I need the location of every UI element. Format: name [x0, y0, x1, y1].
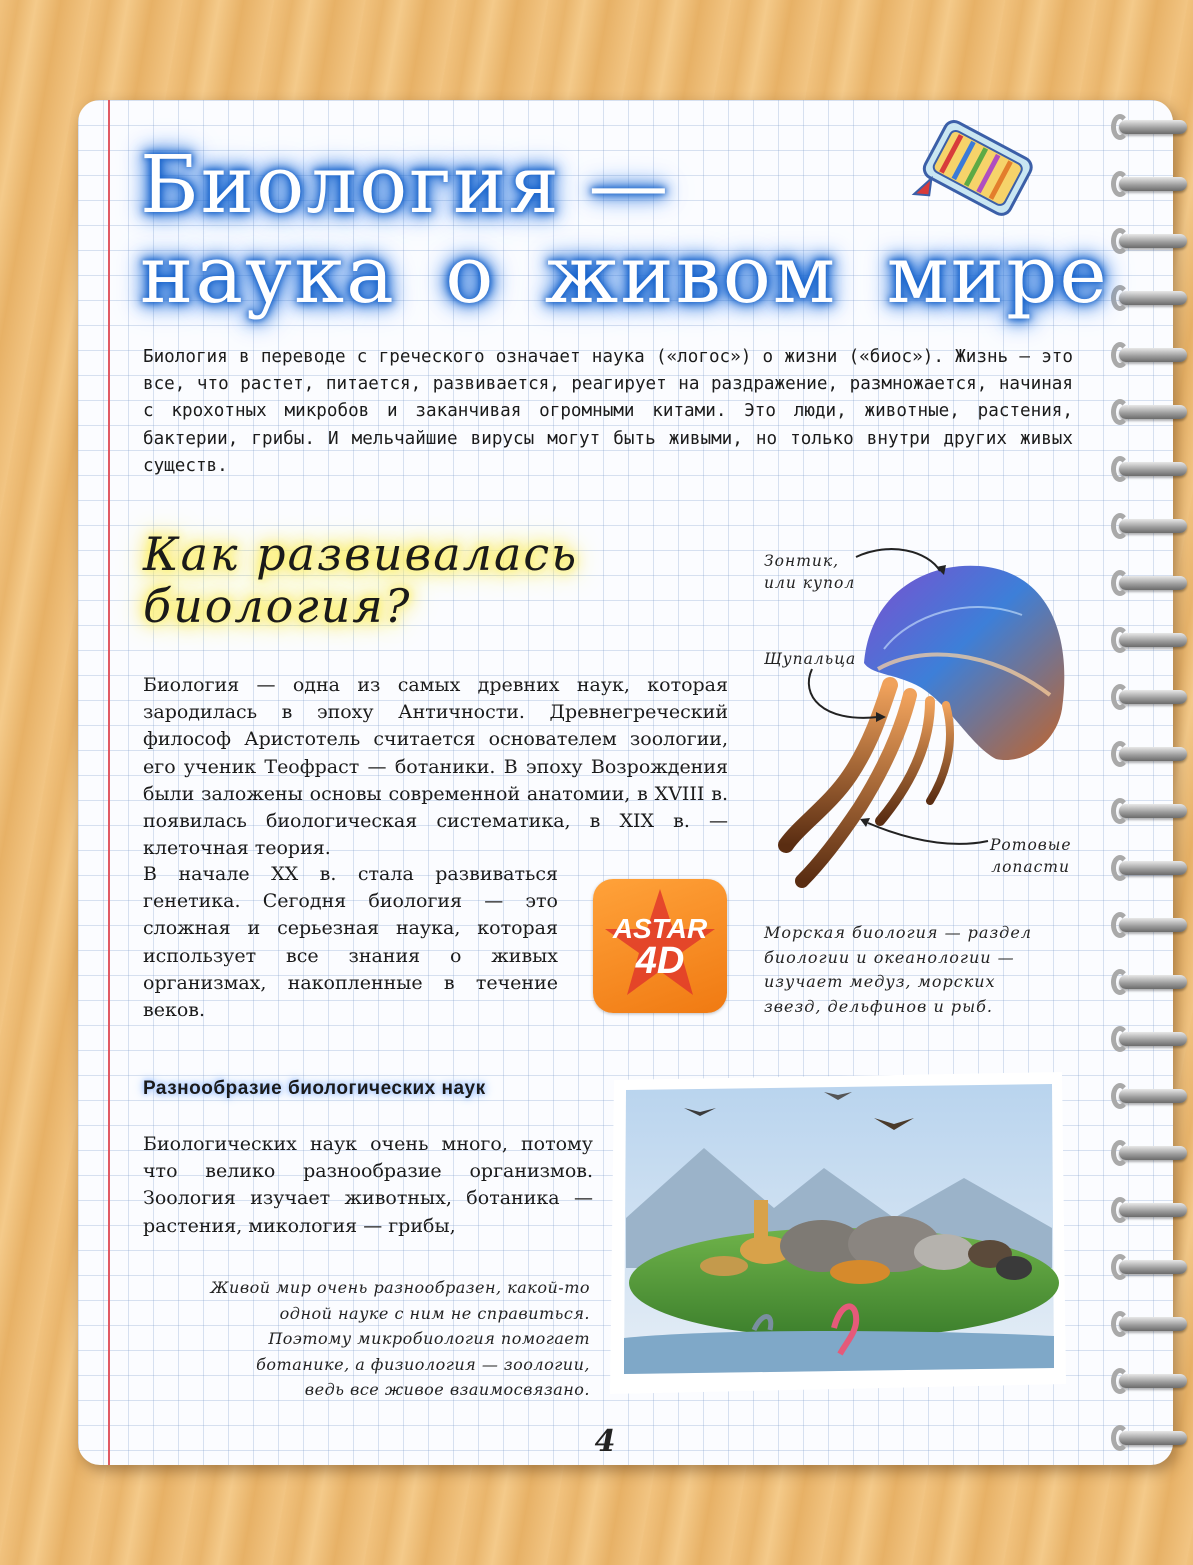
title-line-2: наука о живом мире: [140, 228, 1109, 321]
spiral-ring: [1119, 1146, 1187, 1160]
history-heading-line-2: биология?: [143, 579, 412, 633]
pencil-case-illustration: [910, 116, 1040, 236]
caption-life-line-4: ботанике, а физиология — зоологии,: [256, 1354, 590, 1374]
spiral-ring: [1119, 975, 1187, 989]
spiral-ring: [1119, 576, 1187, 590]
spiral-ring: [1119, 1203, 1187, 1217]
caption-life-line-1: Живой мир очень разнообразен, какой-то: [210, 1278, 590, 1297]
spiral-ring: [1119, 1317, 1187, 1331]
spiral-ring: [1119, 747, 1187, 761]
spiral-ring: [1119, 1032, 1187, 1046]
spiral-binding: [1113, 120, 1193, 1460]
caption-life-line-2: одной науке с ним не справиться.: [279, 1303, 590, 1323]
label-lobes-line-1: Ротовые: [990, 836, 1072, 854]
label-oral-lobes: [990, 834, 1070, 878]
spiral-ring: [1119, 1260, 1187, 1274]
astar-4d-badge[interactable]: [593, 879, 727, 1013]
intro-paragraph: Биология в переводе с греческого означает наука («логос») о жизни («биос»). Жизнь — это все, что растет, питается, развивается, реагирует на раздражение, размножается, начиная с крохотных микробов и заканчивая огромными китами. Это люди, животные, растения, бактерии, грибы. И мельчайшие вирусы могут быть живыми, но только внутри других живых существ.: [143, 347, 1073, 476]
marine-biology-caption: [764, 921, 1084, 1019]
page-number: 4: [594, 1424, 616, 1459]
history-heading: [143, 528, 578, 632]
label-umbrella-line-1: Зонтик,: [764, 552, 840, 570]
spiral-ring: [1119, 1089, 1187, 1103]
label-lobes-line-2: лопасти: [991, 858, 1070, 876]
spiral-ring: [1119, 690, 1187, 704]
spiral-ring: [1119, 861, 1187, 875]
spiral-ring: [1119, 120, 1187, 134]
history-paragraph: Биология — одна из самых древних наук, которая зародилась в эпоху Античности. Древнегреческий философ Аристотель считается основателем зоологии, его ученик Теофраст — ботаники. В эпоху Возрождения были заложены основы современной анатомии, в XVIII в. появилась биологическая систематика, в XIX в. — клеточная теория.: [143, 674, 728, 860]
label-umbrella-line-2: или купол: [764, 574, 856, 592]
spiral-ring: [1119, 177, 1187, 191]
spiral-ring: [1119, 804, 1187, 818]
title-line-1: Биология —: [140, 138, 671, 231]
badge-line-1: ASTAR: [612, 913, 708, 944]
history-paragraph-continued: В начале XX в. стала развиваться генетика. Сегодня биология — это сложная и серьезная наука, которая использует все знания о живых организмах, накопленные в течение веков.: [143, 863, 558, 1022]
caption-sea-line-2: биологии и океанологии —: [764, 947, 1015, 967]
diversity-caption: [110, 1275, 590, 1403]
badge-text: [593, 913, 727, 982]
caption-life-line-5: ведь все живое взаимосвязано.: [304, 1380, 590, 1399]
spiral-ring: [1119, 519, 1187, 533]
caption-sea-line-1: Морская биология — раздел: [764, 923, 1032, 942]
spiral-ring: [1119, 291, 1187, 305]
spiral-ring: [1119, 348, 1187, 362]
spiral-ring: [1119, 234, 1187, 248]
spiral-ring: [1119, 1431, 1187, 1445]
diversity-heading: Разнообразие биологических наук: [143, 1078, 486, 1099]
history-heading-line-1: Как развивалась: [143, 527, 579, 581]
label-umbrella: [764, 550, 855, 594]
caption-sea-line-4: звезд, дельфинов и рыб.: [764, 996, 993, 1016]
badge-line-2: 4D: [635, 940, 685, 982]
label-tentacles: Щупальца: [764, 650, 857, 668]
caption-life-line-3: Поэтому микробиология помогает: [268, 1329, 590, 1348]
spiral-ring: [1119, 1374, 1187, 1388]
animal-diversity-illustration: [604, 1068, 1072, 1398]
caption-sea-line-3: изучает медуз, морских: [764, 972, 996, 991]
diversity-paragraph: Биологических наук очень много, потому что велико разнообразие организмов. Зоология изучает животных, ботаника — растения, микология — грибы,: [143, 1133, 593, 1237]
spiral-ring: [1119, 405, 1187, 419]
spiral-ring: [1119, 918, 1187, 932]
spiral-ring: [1119, 633, 1187, 647]
margin-line: [108, 100, 110, 1465]
spiral-ring: [1119, 462, 1187, 476]
